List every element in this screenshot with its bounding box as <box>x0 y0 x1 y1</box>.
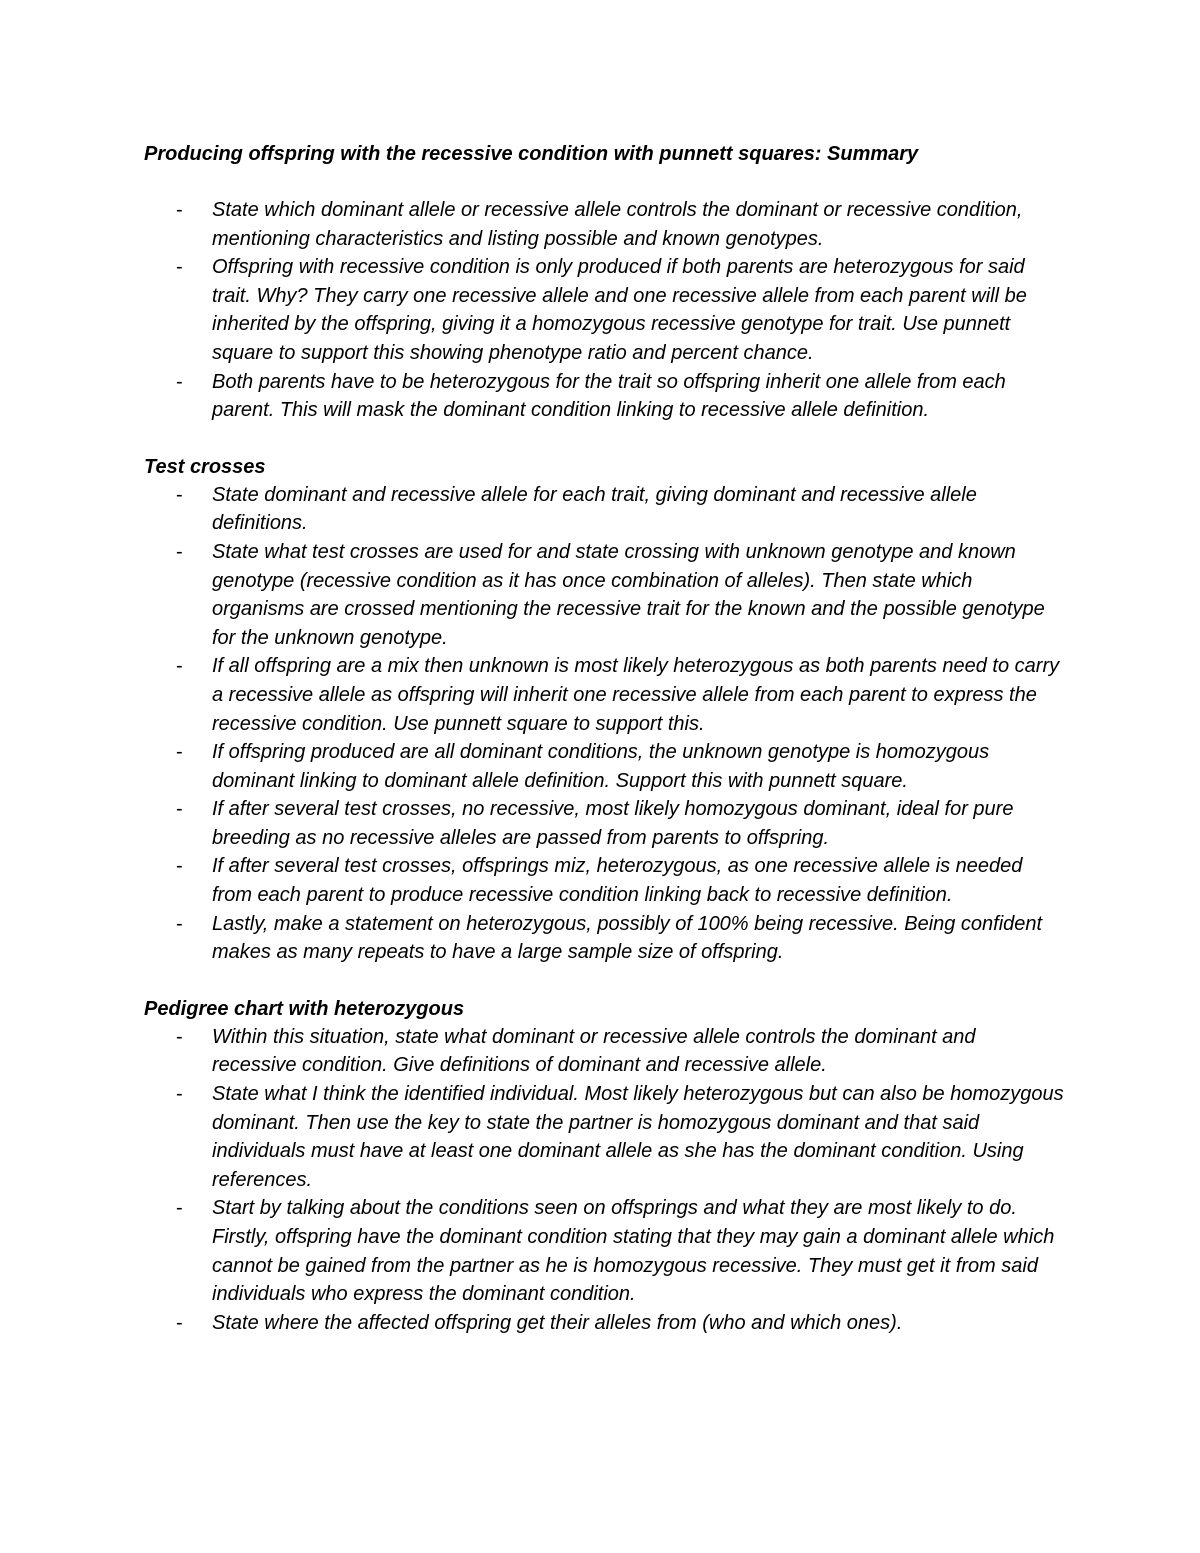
list-item-text: State what I think the identified individual. Most likely heterozygous but can also be homozygous dominant. Then use the key to state the partner is homozygous dominant and that said individuals must have at least one dominant allele as she has the dominant condition. Using references. <box>212 1083 1064 1191</box>
bullet-dash: - <box>176 370 183 393</box>
list-item <box>144 1309 1064 1338</box>
bullet-dash: - <box>176 855 183 878</box>
list-item <box>144 852 1064 909</box>
section-test-crosses <box>144 453 1064 967</box>
list-item <box>144 368 1064 425</box>
section-punnett-summary <box>144 140 1064 425</box>
list-item <box>144 652 1064 738</box>
list-item-text: State which dominant allele or recessive allele controls the dominant or recessive condition, mentioning characteristics and listing possible and known genotypes. <box>212 199 1023 250</box>
section-title: Producing offspring with the recessive condition with punnett squares: Summary <box>144 143 919 165</box>
section-pedigree-chart <box>144 995 1064 1338</box>
list-item <box>144 1080 1064 1194</box>
list-item <box>144 1023 1064 1080</box>
list-item <box>144 481 1064 538</box>
list-item-text: State where the affected offspring get their alleles from (who and which ones). <box>212 1311 903 1334</box>
bullet-dash: - <box>176 540 183 563</box>
list-item-text: Within this situation, state what dominant or recessive allele controls the dominant and recessive condition. Give definitions of dominant and recessive allele. <box>212 1025 976 1077</box>
bullet-dash: - <box>176 256 183 279</box>
list-item-text: Both parents have to be heterozygous for the trait so offspring inherit one allele from each parent. This will mask the dominant condition linking to recessive allele definition. <box>212 370 1006 422</box>
list-item-text: State dominant and recessive allele for each trait, giving dominant and recessive allele definitions. <box>212 483 977 535</box>
list-item <box>144 738 1064 795</box>
bullet-dash: - <box>176 1025 183 1048</box>
list-item-text: Lastly, make a statement on heterozygous, possibly of 100% being recessive. Being confident makes as many repeats to have a large sample size of offspring. <box>212 912 1043 964</box>
bullet-list <box>144 1023 1064 1338</box>
bullet-dash: - <box>176 1197 183 1220</box>
bullet-dash: - <box>176 655 183 678</box>
list-item-text: If all offspring are a mix then unknown is most likely heterozygous as both parents need to carry a recessive allele as offspring will inherit one recessive allele from each parent to express the recessive condition. Use punnett square to support this. <box>212 655 1060 735</box>
bullet-dash: - <box>176 741 183 764</box>
document-body <box>144 140 1064 1365</box>
list-item <box>144 795 1064 852</box>
list-item <box>144 253 1064 367</box>
list-item <box>144 1194 1064 1308</box>
bullet-dash: - <box>176 798 183 821</box>
bullet-list <box>144 481 1064 967</box>
bullet-dash: - <box>176 1311 183 1334</box>
bullet-list <box>144 196 1064 425</box>
list-item-text: State what test crosses are used for and state crossing with unknown genotype and known genotype (recessive condition as it has once combination of alleles). Then state which organisms are crossed mentioning the recessive trait for the known and the possible genotype for the unknown genotype. <box>212 540 1045 649</box>
bullet-dash: - <box>176 912 183 935</box>
section-title: Pedigree chart with heterozygous <box>144 997 465 1020</box>
list-item-text: If after several test crosses, offsprings miz, heterozygous, as one recessive allele is needed from each parent to produce recessive condition linking back to recessive definition. <box>212 855 1023 907</box>
list-item <box>144 910 1064 967</box>
list-item-text: Start by talking about the conditions seen on offsprings and what they are most likely to do. Firstly, offspring have the dominant condition stating that they may gain a dominant allele which cannot be gained from the partner as he is homozygous recessive. They must get it from said individuals who express the dominant condition. <box>212 1197 1055 1306</box>
bullet-dash: - <box>176 483 183 506</box>
list-item-text: Offspring with recessive condition is only produced if both parents are heterozygous for said trait. Why? They carry one recessive allele and one recessive allele from each parent will be inherited by the offspring, giving it a homozygous recessive genotype for trait. Use punnett square to support this showing phenotype ratio and percent chance. <box>212 256 1027 364</box>
list-item-text: If after several test crosses, no recessive, most likely homozygous dominant, ideal for pure breeding as no recessive alleles are passed from parents to offspring. <box>212 798 1014 849</box>
section-title: Test crosses <box>144 455 266 478</box>
bullet-dash: - <box>176 199 183 221</box>
list-item <box>144 538 1064 652</box>
list-item <box>144 196 1064 253</box>
list-item-text: If offspring produced are all dominant conditions, the unknown genotype is homozygous dominant linking to dominant allele definition. Support this with punnett square. <box>212 741 990 792</box>
bullet-dash: - <box>176 1083 183 1106</box>
